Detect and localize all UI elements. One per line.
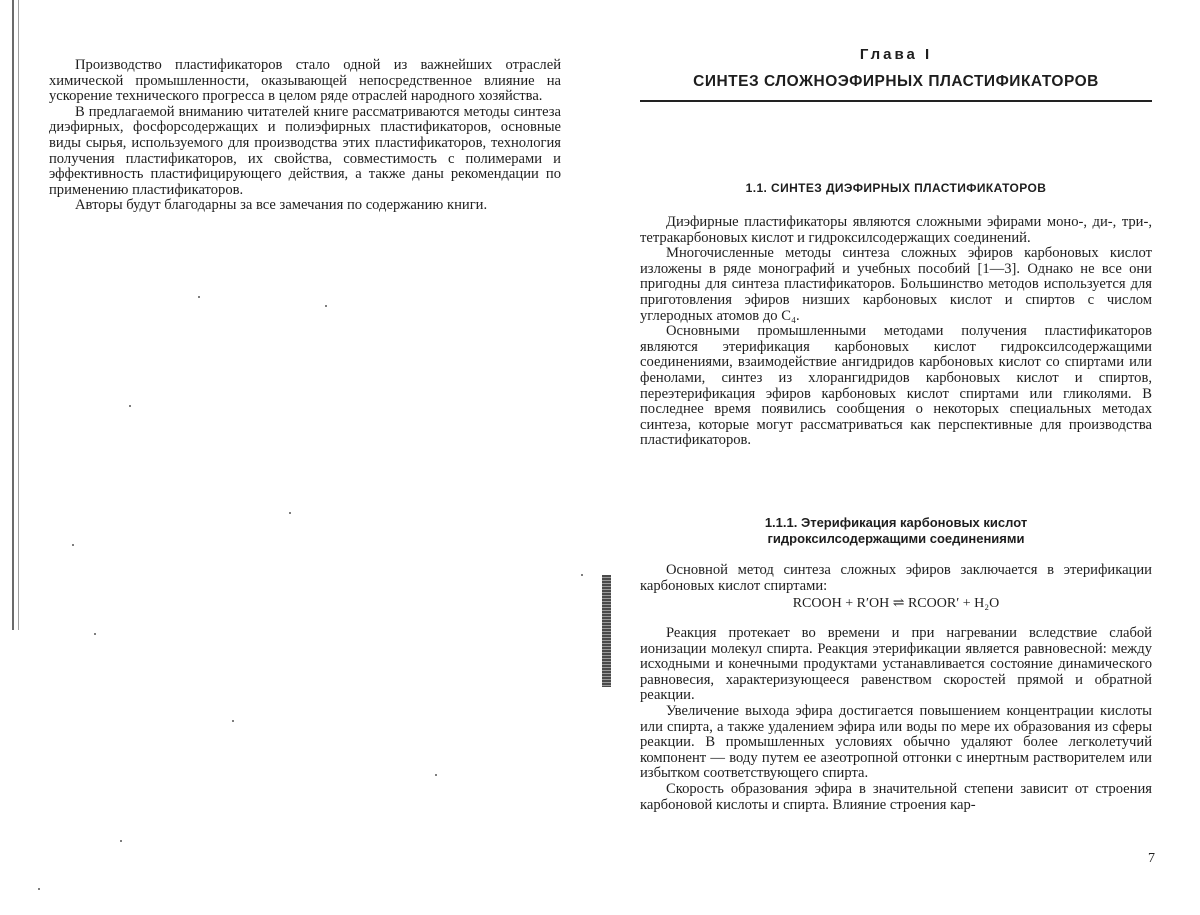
body-paragraph-6: Увеличение выхода эфира достигается повышением концентрации кислоты или спирта, а также удалением эфира или воды по мере их образования из сферы реакции. В промышленных условиях обычно удаляют более легколетучий компонент — воду путем ее азеотропной отгонки с инертным растворителем или избытком соответствующего спирта. [640, 702, 1152, 782]
chapter-title: СИНТЕЗ СЛОЖНОЭФИРНЫХ ПЛАСТИФИКАТОРОВ [693, 73, 1099, 90]
body-paragraph-2: Многочисленные методы синтеза сложных эфиров карбоновых кислот изложены в ряде монографий и учебных пособий [1—3]. Однако не все они пригодны для синтеза пластификаторов. Большинство методов используется для приготовления эфиров низших карбоновых кислот и спиртов с числом углеродных атомов до C₄. [640, 245, 1152, 324]
preface-paragraph-3: Авторы будут благодарны за все замечания по содержанию книги. [75, 197, 488, 214]
scan-speck [72, 544, 74, 546]
scan-speck [325, 305, 327, 307]
body-paragraph-3: Основными промышленными методами получения пластификаторов являются этерификация карбоновых кислот гидроксилсодержащими соединениями, взаимодействие ангидридов карбоновых кислот со спиртами или фенолами, синтез из хлорангидридов карбоновых кислот и спиртов, переэтерификация эфиров карбоновых кислот спиртами или гликолями. В последнее время появились сообщения о некоторых специальных методах синтеза, которые могут рассматриваться как перспективные для производства пластификаторов. [640, 323, 1152, 449]
preface-text [49, 58, 561, 214]
scan-speck [120, 840, 122, 842]
chapter-divider [640, 100, 1152, 102]
scan-speck [435, 774, 437, 776]
scan-speck [232, 720, 234, 722]
page-number: 7 [1148, 851, 1155, 866]
binding-edge-shadow [18, 0, 19, 630]
body-paragraph-5: Реакция протекает во времени и при нагревании вследствие слабой ионизации молекул спирта. Реакция этерификации является равновесной: между исходными и конечными продуктами устанавливается состояние динамического равновесия, характеризующееся равенством скоростей прямой и обратной реакции. [640, 625, 1152, 704]
section-heading: 1.1. СИНТЕЗ ДИЭФИРНЫХ ПЛАСТИФИКАТОРОВ [745, 181, 1047, 195]
body-paragraph-7: Скорость образования эфира в значительной степени зависит от строения карбоновой кислоты и спирта. Влияние строения кар- [640, 780, 1152, 813]
binding-edge [12, 0, 14, 630]
preface-paragraph-2: В предлагаемой вниманию читателей книге рассматриваются методы синтеза диэфирных, фосфорсодержащих и полиэфирных пластификаторов, основные виды сырья, используемого для производства этих пластификаторов, технология получения пластификаторов, их свойства, совместимость с полимерами и эффективность пластифицирующего действия, а также даны рекомендации по применению пластификаторов. [49, 103, 561, 198]
subsection-heading [640, 515, 1152, 547]
body-paragraph-1: Диэфирные пластификаторы являются сложными эфирами моно-, ди-, три-, тетракарбоновых кислот и гидроксилсодержащих соединений. [640, 214, 1152, 246]
chapter-label: Глава I [859, 46, 933, 63]
esterification-discussion [640, 626, 1152, 813]
scan-speck [198, 296, 200, 298]
scan-speck [289, 512, 291, 514]
preface-paragraph-1: Производство пластификаторов стало одной из важнейших отраслей химической промышленности, оказывающей непосредственное влияние на ускорение технического прогресса в целом ряде отраслей народного хозяйства. [49, 57, 561, 105]
scan-speck [94, 633, 96, 635]
subsection-heading-line-2: гидроксилсодержащими соединениями [767, 531, 1025, 546]
body-paragraph-4: Основной метод синтеза сложных эфиров заключается в этерификации карбоновых кислот спиртами: [640, 562, 1152, 594]
scan-artifact [602, 575, 611, 687]
esterification-intro [640, 563, 1152, 617]
scan-speck [38, 888, 40, 890]
scan-speck [581, 574, 583, 576]
subsection-heading-line-1: 1.1.1. Этерификация карбоновых кислот [764, 515, 1028, 530]
section-intro-text [640, 215, 1152, 449]
scan-speck [129, 405, 131, 407]
esterification-equation: RCOOH + R′OH ⇌ RCOOR′ + H₂O [792, 596, 1000, 612]
